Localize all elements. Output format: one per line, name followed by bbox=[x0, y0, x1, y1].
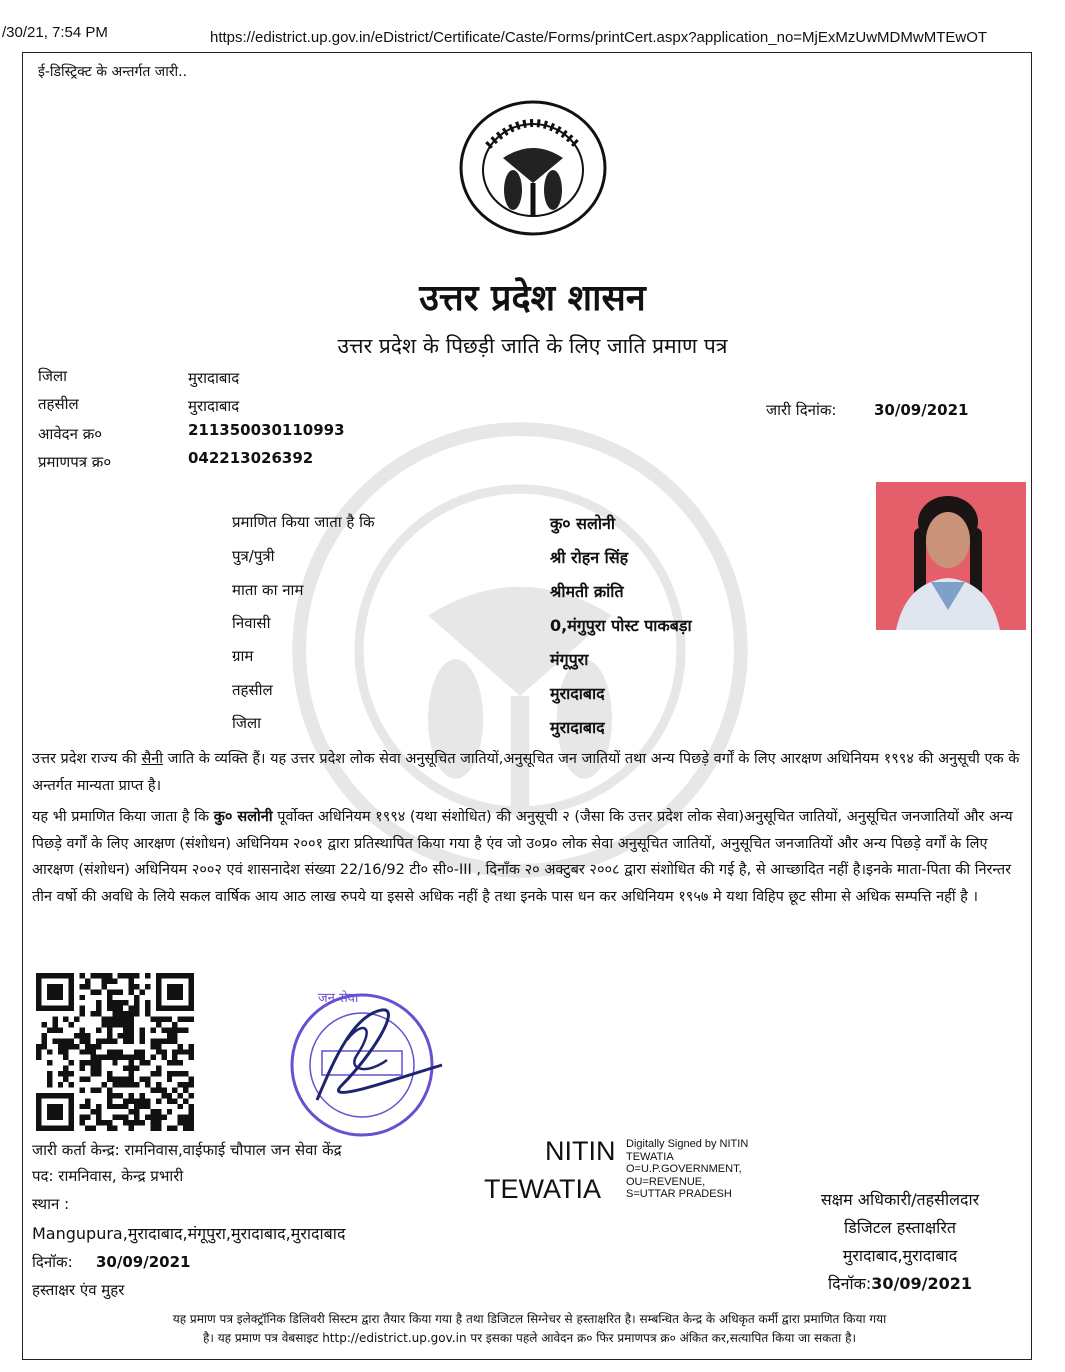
authority-date-label: दिनॉक: bbox=[827, 1274, 872, 1293]
meta-label-certificate-no: प्रमाणपत्र क्र० bbox=[38, 453, 112, 471]
detail-value-name: कु० सलोनी bbox=[550, 514, 616, 533]
caste-statement: उत्तर प्रदेश राज्य की सैनी जाति के व्यक्ति हैं। यह उत्तर प्रदेश लोक सेवा अनुसूचित जातियों,अनुसूचित जन जातियों तथा अन्य पिछड़े वर्गों के लिए आरक्षण अधिनियम १९९४ की अनुसूची एक के अन्तर्गत मान्यता प्राप्त है। bbox=[32, 751, 1020, 794]
eligibility-statement: यह भी प्रमाणित किया जाता है कि कु० सलोनी पूर्वोक्त अधिनियम १९९४ (यथा संशोधित) की अनुसूची २ (जैसा कि उत्तर प्रदेश लोक सेवा)अनुसूचित जातियों, अनुसूचित जनजातियों और अन्य पिछड़े वर्गों के लिए आरक्षण (संशोधन) अधिनियम २००१ द्वारा प्रतिस्थापित किया गया है एंव जो उ०प्र० लोक सेवा अनुसूचित जातियों, अनुसूचित जनजातियों और अन्य पिछड़े वर्गों के लिए आरक्षण (संशोधन) अधिनियम २००२ एवं शासनादेश संख्या 22/16/92 टी० सी०-III , दिनाँक २० अक्टुबर २००८ द्वारा संशोधित की गई है, से आच्छादित नहीं है।इनके माता-पिता की निरन्तर तीन वर्षो की अवधि के लिये सकल वार्षिक आय आठ लाख रुपये या इससे अधिक नहीं है तथा इनके पास धन कर अधिनियम १९५७ मे यथा विहिप छूट सीमा से अधिक सम्पत्ति नहीं है । bbox=[32, 809, 1013, 905]
authority-place: मुरादाबाद,मुरादाबाद bbox=[842, 1246, 958, 1265]
meta-label-tehsil: तहसील bbox=[38, 395, 79, 413]
issue-date-value: 30/09/2021 bbox=[874, 401, 969, 419]
detail-label: प्रमाणित किया जाता है कि bbox=[232, 513, 375, 531]
detail-value-village: मंगूपुरा bbox=[550, 650, 589, 669]
print-url: https://edistrict.up.gov.in/eDistrict/Certificate/Caste/Forms/printCert.aspx?application_no=MjExMzUwMDMwMTEwOT bbox=[210, 29, 988, 46]
seal-stamp bbox=[262, 985, 452, 1145]
meta-value-certificate-no: 042213026392 bbox=[188, 449, 314, 467]
detail-value-district: मुरादाबाद bbox=[550, 718, 605, 737]
up-government-emblem-icon bbox=[458, 98, 608, 238]
footer-note: यह प्रमाण पत्र इलेक्ट्रॉनिक डिलिवरी सिस्टम द्वारा तैयार किया गया है तथा डिजिटल सिग्नेचर से हस्ताक्षरित है। सम्बन्धित केन्द्र के अधिकृत कर्मी द्वारा प्रमाणित किया गया है। यह प्रमाण पत्र वेबसाइट http://edistrict.up.gov.in पर इसका पहले आवेदन क्र० फिर प्रमाणपत्र क्र० अंकित कर,सत्यापित किया जा सकता है। bbox=[172, 1312, 887, 1345]
applicant-photo bbox=[876, 482, 1026, 630]
caste-name: सैनी bbox=[141, 751, 164, 767]
issue-date-label: जारी दिनांक: bbox=[766, 401, 837, 419]
issuer-place-label: स्थान : bbox=[32, 1195, 70, 1213]
signer-first-name: NITIN bbox=[545, 1136, 616, 1166]
issuer-place: Mangupura,मुरादाबाद,मंगूपुरा,मुरादाबाद,मुरादाबाद bbox=[32, 1224, 346, 1243]
document-subtitle: उत्तर प्रदेश के पिछड़ी जाति के लिए जाति प्रमाण पत्र bbox=[337, 334, 728, 358]
issuer-date-label: दिनॉक: bbox=[32, 1253, 73, 1271]
detail-value-father: श्री रोहन सिंह bbox=[550, 548, 629, 567]
detail-label: जिला bbox=[232, 714, 262, 732]
detail-value-tehsil: मुरादाबाद bbox=[550, 684, 605, 703]
signer-last-name: TEWATIA bbox=[484, 1174, 601, 1204]
authority-sign: डिजिटल हस्ताक्षरित bbox=[844, 1218, 956, 1237]
detail-label: पुत्र/पुत्री bbox=[232, 547, 275, 565]
meta-label-district: जिला bbox=[38, 367, 68, 385]
issuer-center: जारी कर्ता केन्द्र: रामनिवास,वाईफाई चौपाल जन सेवा केंद्र bbox=[32, 1141, 342, 1159]
issuer-date: 30/09/2021 bbox=[96, 1253, 191, 1271]
issued-under-text: ई-डिस्ट्रिक्ट के अन्तर्गत जारी.. bbox=[38, 64, 188, 80]
detail-value-residence: 0,मंगुपुरा पोस्ट पाकबड़ा bbox=[550, 616, 692, 635]
issuer-sign-label: हस्ताक्षर एंव मुहर bbox=[32, 1281, 125, 1299]
detail-label: निवासी bbox=[232, 614, 271, 632]
authority-block bbox=[770, 1186, 1030, 1298]
authority-title: सक्षम अधिकारी/तहसीलदार bbox=[820, 1190, 980, 1209]
detail-value-mother: श्रीमती क्रांति bbox=[550, 582, 624, 601]
meta-value-application-no: 211350030110993 bbox=[188, 421, 345, 439]
stamp-text: जन सेवा bbox=[318, 991, 359, 1006]
meta-value-tehsil: मुरादाबाद bbox=[188, 397, 240, 415]
qr-code bbox=[36, 973, 194, 1131]
applicant-name-inline: कु० सलोनी bbox=[213, 809, 273, 825]
detail-label: माता का नाम bbox=[232, 581, 304, 599]
print-datetime: /30/21, 7:54 PM bbox=[2, 24, 108, 41]
document-title: उत्तर प्रदेश शासन bbox=[419, 278, 646, 319]
meta-value-district: मुरादाबाद bbox=[188, 369, 240, 387]
detail-label: ग्राम bbox=[232, 647, 254, 665]
detail-label: तहसील bbox=[232, 681, 273, 699]
issuer-post: पद: रामनिवास, केन्द्र प्रभारी bbox=[32, 1167, 184, 1185]
digital-signature-details: Digitally Signed by NITIN TEWATIA O=U.P.GOVERNMENT, OU=REVENUE, S=UTTAR PRADESH bbox=[626, 1138, 749, 1200]
meta-label-application-no: आवेदन क्र० bbox=[38, 425, 103, 443]
authority-date: 30/09/2021 bbox=[871, 1274, 973, 1293]
